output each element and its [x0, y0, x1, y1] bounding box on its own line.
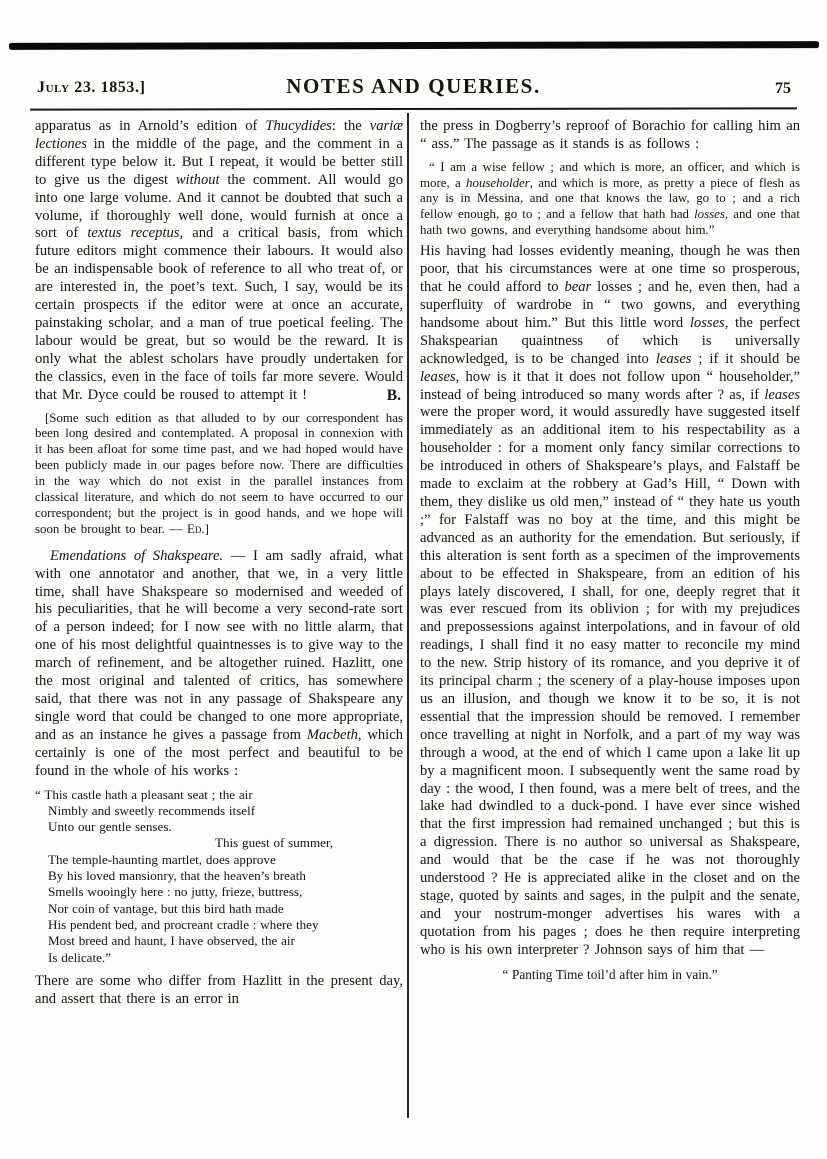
text-run: His having had losses evidently meaning, though he was then poor, that his circumstances were at one time so prosperous, that he could afford to — [420, 243, 800, 296]
text-run: “ I am a wise fellow ; and which is more, an officer, and which is more, a — [420, 159, 800, 190]
text-run: , and a critical basis, from which future editors might commence their labours. It would also be an indispensable book of reference to all who treat of, or are interested in, the poet’s text. Such, I say, would be its certain prospects if the editor were at once an accurate, painstaking scholar, and a man of true poetical feeling. The labour would be great, but so would be the reward. It is only what the ablest scholars have proudly undertaken for the classics, even in the face of toils far more severe. Would that Mr. Dyce could be roused to attempt it ! — [35, 225, 403, 403]
text-run: leases — [655, 350, 692, 367]
text-run: were the proper word, it would assuredly have suggested itself immediately as an additional item to his respectability as a householder : for a moment only fancy similar corrections to be introduced in others of Shakspeare’s plays, and Falstaff be made to exclaim at the robbery at Gad’s Hill, “ Down with them, they dislike us old men,” instead of “ they hate us youth ;” for Falstaff was no boy at the time, and this might be advanced as an authority for the emendation. But seriously, if this alteration is sent forth as a specimen of the improvements about to be effected in Shakspeare, from an edition of his plays lately discovered, I shall, for one, deeply regret that it was ever rescued from its oblivion ; for with my prejudices and prepossessions against interpolations, and in favour of old readings, I shall find it no easy matter to reconcile my mind to the new. Strip history of its romance, and you deprive it of its principal charm ; the scenery of a play-house imposes upon us an illusion, and though we know it to be so, it is not essential that the impression should be removed. I remember once travelling at night in Norfolk, and a part of my way was through a wood, at the end of which I came upon a lake lit up by a magnificent moon. I subsequently went the same road by day : the wood, I then found, was a mere belt of trees, and the lake had dwindled to a duck-pond. I have ever since wished that the first impression had remained unchanged ; but this is a digression. There is no author so universal as Shakspeare, and would that be the case if he was not thoroughly understood ? He is appreciated alike in the closet and on the stage, quoted by saints and sages, in the pulpit and the senate, and your nostrum-monger advertises his wares with a quotation from his pages ; does he then require interpreting who is his own interpreter ? Johnson says of him that — — [420, 404, 800, 958]
paragraph — [420, 243, 800, 959]
text-run: leases — [420, 368, 456, 385]
page-title: NOTES AND QUERIES. — [286, 74, 541, 98]
text-run: Thucydides — [265, 118, 332, 134]
text-run: .] — [201, 521, 209, 536]
verse-line: “ This castle hath a pleasant seat ; the air — [35, 786, 253, 802]
article-thucydides — [35, 118, 403, 405]
dogberry-quote — [420, 160, 800, 239]
verse-line: Nimbly and sweetly recommends itself — [48, 802, 256, 818]
text-run: losses — [689, 314, 725, 331]
text-run: , the perfect Shakspearian quaintness of which is universally acknowledged, is to be changed into — [420, 314, 801, 367]
column-divider — [407, 113, 409, 1118]
verse-line: Is delicate.” — [48, 949, 112, 965]
verse-line: Smells wooingly here : no jutty, frieze, buttress, — [48, 884, 303, 900]
text-run: , and which is more, as pretty a piece of flesh as any is in Messina, and one that knows the law, go to ; and a rich fellow enough, go to ; and a fellow that hath had — [420, 175, 800, 221]
text-run: bear — [564, 279, 592, 296]
text-run: Emendations of Shakspeare. — [50, 547, 224, 564]
text-run: , and one that hath two gowns, and everything handsome about him.” — [420, 206, 800, 237]
text-run: Ed — [186, 521, 202, 536]
verse-line: This guest of summer, — [215, 835, 334, 851]
verse-line: The temple-haunting martlet, does approve — [48, 851, 276, 867]
johnson-quote: “ Panting Time toil’d after him in vain.” — [502, 966, 718, 982]
verse-line: Most breed and haunt, I have observed, the air — [48, 933, 295, 949]
text-run: without — [175, 171, 220, 188]
left-column — [35, 118, 403, 1015]
signature: B. — [386, 386, 401, 404]
text-run: : the — [331, 118, 370, 134]
right-column — [420, 118, 800, 983]
text-run: Macbeth — [306, 726, 358, 743]
paragraph — [35, 118, 403, 405]
text-run: textus receptus — [87, 225, 180, 242]
header-rule — [30, 107, 797, 110]
text-run: ; if it should be — [691, 350, 800, 367]
text-run: householder — [466, 175, 530, 190]
text-run: losses ; and he, even then, had a superfluity of wardrobe in “ two gowns, and everything handsome about him.” But this little word — [420, 279, 800, 331]
paragraph: the press in Dogberry’s reproof of Borachio for calling him an “ ass.” The passage as it stands is as follows : — [420, 118, 800, 152]
paragraph: There are some who differ from Hazlitt in the present day, and assert that there is an error in — [35, 972, 403, 1007]
text-run: apparatus as in Arnold’s edition of — [35, 118, 266, 134]
verse-line: By his loved mansionry, that the heaven’s breath — [48, 868, 306, 884]
text-run: , which certainly is one of the most perfect and beautiful to be found in the whole of his works : — [35, 726, 403, 779]
text-run: in the middle of the page, and the comment in a different type below it. But I repeat, it would be better still to give us the digest — [35, 135, 403, 188]
article-emendations — [35, 548, 403, 781]
page-number: 75 — [775, 80, 791, 97]
text-run: the comment. All would go into one large volume. And it cannot be doubted that such a volume, if thoroughly well done, would furnish at once a sort of — [35, 171, 404, 242]
text-run: leases — [764, 386, 800, 403]
top-rule — [9, 41, 819, 50]
text-run: , how is it that it does not follow upon “ householder,” instead of being introduced so many words after ? as, if — [420, 368, 800, 403]
text-run: losses — [694, 206, 725, 221]
header-date: July 23. 1853.] — [37, 79, 146, 96]
editor-note — [35, 411, 403, 538]
verse-line: Nor coin of vantage, but this bird hath made — [48, 900, 284, 916]
text-run: variæ lectiones — [35, 118, 403, 152]
macbeth-quote — [35, 787, 403, 966]
text-run: [Some such edition as that alluded to by our correspondent has been long desired and contemplated. A proposal in connexion with it has been afloat for some time past, and we had hoped would have been publicly made in our pages before now. There are difficulties in the way which do not exist in the parallel instances from classical literature, and which do not seem to have occurred to our correspondent; but the project is in good hands, and we hope will soon be brought to bear. — — [35, 410, 403, 536]
verse-line: Unto our gentle senses. — [48, 819, 172, 835]
verse-line: His pendent bed, and procreant cradle : where they — [48, 916, 319, 932]
text-run: — I am sadly afraid, what with one annotator and another, that we, in a very little time, shall have Shakspeare so modernised and weeded of his peculiarities, that he will become a very second-rate sort of a person indeed; for I now see with no little alarm, that one of his most delightful quaintnesses is to give way to the march of refinement, and be altogether ruined. Hazlitt, one the most original and talented of critics, has somewhere said, that there was not in any passage of Shakspeare any single word that could be changed to one more appropriate, and as an instance he gives a passage from — [35, 547, 403, 743]
